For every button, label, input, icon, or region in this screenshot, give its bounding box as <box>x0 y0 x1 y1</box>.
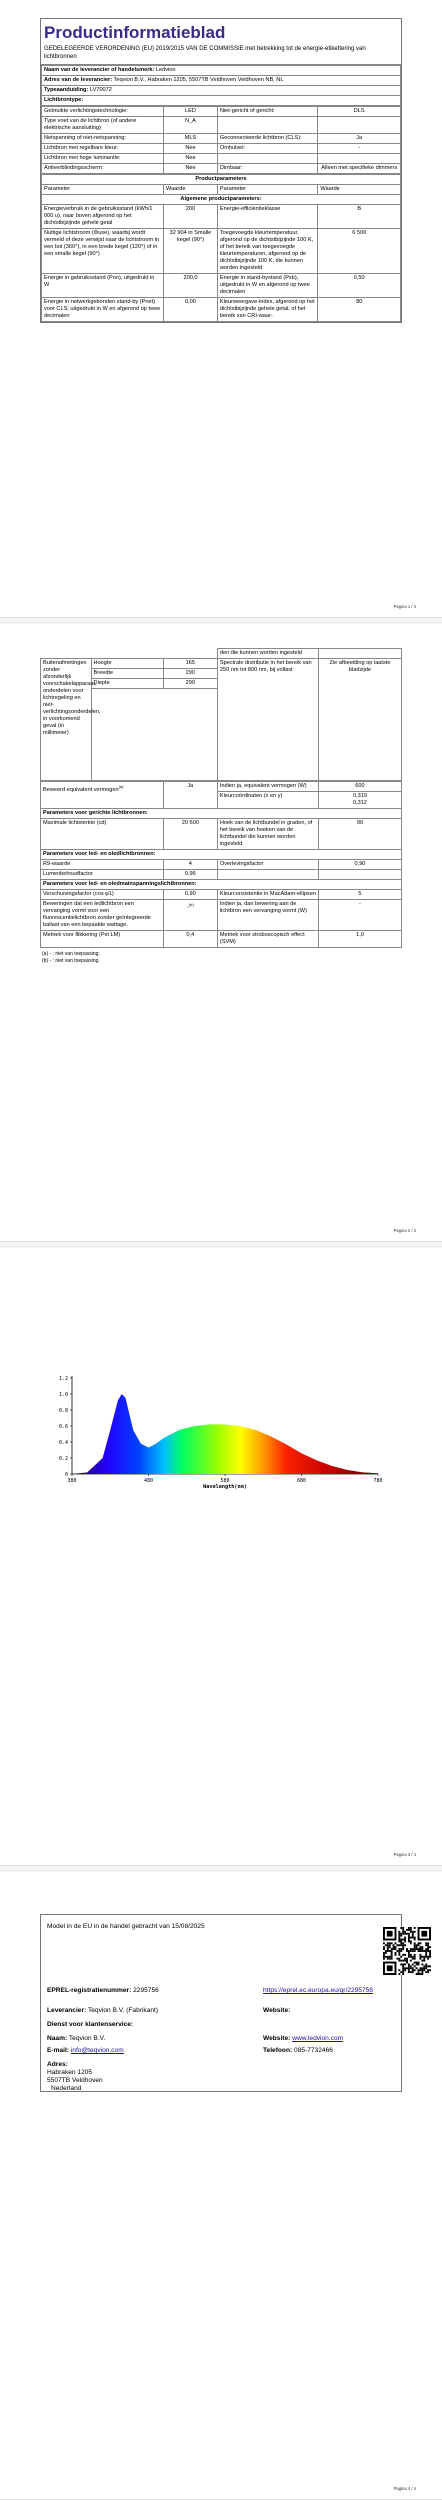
type-row <box>42 134 401 144</box>
y-tick-label: 0.8 <box>58 1407 68 1414</box>
type-row <box>42 164 401 174</box>
mains-row <box>41 900 402 931</box>
beam-angle-value: 90 <box>318 819 401 850</box>
led-value-left: 0,96 <box>163 870 217 880</box>
x-tick-label: 680 <box>296 1478 307 1484</box>
x-tick-label: 380 <box>67 1478 77 1484</box>
dim-height-label: Hoogte <box>91 659 163 669</box>
address-line-3: Nederland <box>51 2085 82 2092</box>
general-header: Algemene productparameters: <box>42 195 401 205</box>
website-label: Website: <box>263 2007 291 2014</box>
type-param-left: Gebruikte verlichtingstechnologie: <box>42 107 164 117</box>
general-row <box>42 205 401 229</box>
eprel-link[interactable]: https://eprel.ec.europa.eu/qr/2295756 <box>263 1987 373 1994</box>
type-param-left: Netspanning of niet-netspanning: <box>42 134 164 144</box>
general-value-left: 32 904 in Smalle kegel (90°) <box>164 229 218 274</box>
led-row <box>41 860 402 870</box>
type-param-right: Niet-gericht of gericht: <box>217 107 318 117</box>
col-value-1: Waarde <box>164 185 218 195</box>
x-axis-label: Wavelength(nm) <box>203 1484 247 1490</box>
led-header: Parameters voor led- en oledlichtbronnen: <box>41 850 402 860</box>
led-param-right <box>217 870 318 880</box>
page-number: Pagina 4 / 4 <box>393 2486 416 2491</box>
beam-angle-label: Hoek van de lichtbundel in graden, of het bereik van hoeken van de lichtbundel die kunnen worden ingesteld <box>217 819 318 850</box>
general-param-left: Energie in netwerkgebonden stand-by (Pnet) voor CLS, uitgedrukt in W en afgerond op twee decimalen <box>42 298 164 322</box>
type-header: Lichtbrontype: <box>42 96 401 106</box>
qr-code-icon[interactable] <box>383 1927 431 1975</box>
directional-header: Parameters voor gerichte lichtbronnen: <box>41 809 402 819</box>
spectral-value: Zie afbeelding op laatste bladzijde <box>318 659 401 781</box>
regulation-subtitle: GEDELEGEERDE VERORDENING (EU) 2019/2015 VAN DE COMMISSIE met betrekking tot de energie-etikettering van lichtbronnen <box>41 44 401 65</box>
general-param-left: Energie in gebruiksstand (Pon), uitgedrukt in W <box>42 274 164 298</box>
mains-value-right: 5 <box>318 890 401 900</box>
mains-value-right: 1,0 <box>318 931 401 948</box>
cri-continuation: den die kunnen worden ingesteld <box>217 649 318 659</box>
general-param-left: Nuttige lichtstroom (Φuse), waarbij wordt vermeld of deze verwijst naar de lichtstroom in een bol (360°), in een brede kegel (120°) of in een smalle kegel (90°) <box>42 229 164 274</box>
mains-row <box>41 890 402 900</box>
footnote-a: (a) - : niet van toepassing; <box>42 951 100 957</box>
general-value-right: 80 <box>318 298 401 322</box>
address-row: Adres van de leverancier: Teqvion B.V., Habraken 1205, 5507TB Veldhoven Veldhoven NB, NL <box>42 76 401 86</box>
supplier-table <box>41 65 401 106</box>
type-value-right: Alleen met specifieke dimmers <box>318 164 401 174</box>
equivalent-power-value: Ja <box>163 782 217 809</box>
general-value-left: 200 <box>164 205 218 229</box>
col-param-1: Parameter <box>42 185 164 195</box>
mains-param-left: Beweringen dat een ledlichtbron een vervanging vormt voor een fluorescentielichtbron zonder geïntegreerde ballast van een bepaalde wattage. <box>41 900 164 931</box>
mains-param-right: Indien ja, dan bewering aan de lichtbron een vervanging vormt (W) <box>217 900 318 931</box>
footnotes <box>40 951 402 965</box>
general-value-left: 200,0 <box>164 274 218 298</box>
led-param-right: Overlevingsfactor <box>217 860 318 870</box>
contact-frame <box>40 1914 402 2092</box>
general-param-right: Kleurweergave-index, afgerond op het dichtstbijzijnde gehele getal, of het bereik van CRI-waar- <box>217 298 318 322</box>
general-row <box>42 274 401 298</box>
general-value-right: 6 500 <box>318 229 401 274</box>
dim-width-label: Breedte <box>91 669 163 679</box>
type-param-left: Lichtbron met regelbare kleur: <box>42 144 164 154</box>
dim-height-value: 165 <box>163 659 217 669</box>
type-value-right: DLS <box>318 107 401 117</box>
type-param-left: Lichtbron met hoge luminantie: <box>42 154 164 164</box>
general-param-right: Energie-efficiëntieklasse <box>217 205 318 229</box>
type-param-right: Omhulsel: <box>217 144 318 154</box>
x-tick-label: 480 <box>143 1478 154 1484</box>
general-row <box>42 229 401 274</box>
page-number: Pagina 2 / 4 <box>393 1228 416 1233</box>
max-intensity-value: 20 500 <box>163 819 217 850</box>
page-number: Pagina 1 / 4 <box>393 604 416 609</box>
type-value-left: MLS <box>164 134 218 144</box>
page-title: Productinformatieblad <box>44 23 226 42</box>
params-header: Productparameters <box>42 175 401 185</box>
equivalent-w-label: Indien ja, equivalent vermogen (W) <box>217 782 318 792</box>
mains-value-left: -$^{(b)}$ <box>163 900 217 931</box>
type-value-left: LED <box>164 107 218 117</box>
website-link[interactable]: www.ledvion.com <box>292 2035 344 2042</box>
general-param-left: Energieverbruik in de gebruiksstand (kWh/1 000 u), naar boven afgerond op het dichtstbijzijnde gehele getal <box>42 205 164 229</box>
equivalent-power-label: Beweerd equivalent vermogen$^{(a)}$ <box>41 782 164 809</box>
general-value-right: 0,50 <box>318 274 401 298</box>
supplier-row: Naam van de leverancier of handelsmerk: Ledvion <box>42 66 401 76</box>
type-row <box>42 107 401 117</box>
type-row <box>42 117 401 134</box>
mains-row <box>41 931 402 948</box>
page-number: Pagina 3 / 4 <box>393 1852 416 1857</box>
outer-dimensions-label: Buitenafmetingen zonder afzonderlijk voorschakelapparaat, onderdelen voor lichtregeling en niet-verlichtingsonderdelen, in voorkomend geval (in millimeter) <box>41 659 92 781</box>
y-tick-label: 0.2 <box>58 1455 68 1462</box>
email-row: E-mail: info@teqvion.com <box>47 2047 124 2054</box>
mains-value-right: - <box>318 900 401 931</box>
spectrum-area <box>72 1394 378 1474</box>
col-value-2: Waarde <box>318 185 401 195</box>
address-line-2: 5507TB Veldhoven <box>47 2077 103 2084</box>
dim-depth-label: Diepte <box>91 679 163 689</box>
info-sheet-frame-continued <box>40 648 402 965</box>
mains-param-left: Metriek voor flikkering (Pst LM) <box>41 931 164 948</box>
dim-width-value: 290 <box>163 669 217 679</box>
type-row <box>42 144 401 154</box>
general-param-right: Toegevoegde kleurtemperatuur, afgerond op de dichtstbijzijnde 100 K, of het bereik van toegevoegde kleurtemperaturen, afgerond op de dichtstbijzijnde 100 K, die kunnen worden ingesteld <box>217 229 318 274</box>
type-value-left: Nee <box>164 164 218 174</box>
market-intro: Model in de EU in de handel gebracht van 15/08/2025 <box>47 1923 205 1930</box>
led-value-left: 4 <box>163 860 217 870</box>
type-param-right <box>217 154 318 164</box>
type-row <box>42 154 401 164</box>
x-tick-label: 780 <box>373 1478 383 1484</box>
page-4 <box>0 1872 442 2500</box>
type-value-right: Ja <box>318 134 401 144</box>
led-param-left: R9-waarde <box>41 860 164 870</box>
supplier-row: Leverancier: Teqvion B.V. (Fabrikant) <box>47 2007 159 2014</box>
type-value-right <box>318 117 401 134</box>
name-row: Naam: Teqvion B.V. <box>47 2035 106 2042</box>
equivalent-w-value: 600 <box>318 782 401 792</box>
mains-value-left: 0,4 <box>163 931 217 948</box>
general-value-right: B <box>318 205 401 229</box>
type-table <box>41 106 401 174</box>
type-param-right <box>217 117 318 134</box>
email-link[interactable]: info@teqvion.com <box>70 2047 124 2054</box>
eprel-row: EPREL-registratienummer: 2295756 <box>47 1987 159 1994</box>
spectral-label: Spectrale distributie in het bereik van 250 nm tot 800 nm, bij vollast <box>217 659 318 781</box>
type-param-right: Dimbaar: <box>217 164 318 174</box>
type-value-left: N_A <box>164 117 218 134</box>
model-row: Typeaanduiding: LV70072 <box>42 86 401 96</box>
address-label: Adres: <box>47 2061 68 2068</box>
y-tick-label: 1.2 <box>58 1375 68 1382</box>
type-param-left: Antiverblindingsscherm: <box>42 164 164 174</box>
mains-header: Parameters voor led- en oledmainspanningslichtbronnen: <box>41 880 402 890</box>
led-row <box>41 870 402 880</box>
y-tick-label: 1.0 <box>58 1391 68 1398</box>
mains-value-left: 0,90 <box>163 890 217 900</box>
x-tick-label: 580 <box>220 1478 230 1484</box>
y-tick-label: 0 <box>64 1471 68 1478</box>
spectral-distribution-chart <box>0 1248 442 1866</box>
type-value-right: - <box>318 144 401 154</box>
type-param-left: Type voet van de lichtbron (of andere elektrische aansluiting) <box>42 117 164 134</box>
page-1 <box>0 0 442 618</box>
max-intensity-label: Maximale lichtsterkte (cd) <box>41 819 164 850</box>
info-sheet-frame <box>40 18 402 323</box>
led-param-left: Lumenbehoudfactor <box>41 870 164 880</box>
page-3 <box>0 1248 442 1866</box>
params-table <box>41 174 401 322</box>
led-value-right: 0,90 <box>318 860 401 870</box>
y-tick-label: 0.6 <box>58 1423 68 1430</box>
website2-row: Website: www.ledvion.com <box>263 2035 344 2042</box>
footnote-b: (b) - : niet van toepassing. <box>42 958 100 964</box>
mains-param-left: Verschuivingsfactor (cos φ1) <box>41 890 164 900</box>
led-value-right <box>318 870 401 880</box>
general-row <box>42 298 401 322</box>
chromaticity-label: Kleurcoördinaten (x en y) <box>217 792 318 809</box>
col-param-2: Parameter <box>217 185 318 195</box>
mains-param-right: Metriek voor stroboscopisch effect (SVM) <box>217 931 318 948</box>
phone-row: Telefoon: 085-7732466 <box>263 2047 333 2054</box>
general-param-right: Energie in stand-bystand (Psb), uitgedrukt in W en afgerond op twee decimalen <box>217 274 318 298</box>
type-param-right: Geconnecteerde lichtbron (CLS): <box>217 134 318 144</box>
y-tick-label: 0.4 <box>58 1439 68 1446</box>
page-2 <box>0 624 442 1242</box>
mains-param-right: Kleurconsistentie in MacAdam-ellipsen <box>217 890 318 900</box>
general-value-left: 0,00 <box>164 298 218 322</box>
customer-service-label: Dienst voor klantenservice: <box>47 2021 134 2028</box>
dimensions-table <box>40 648 402 781</box>
dim-depth-value: 290 <box>163 679 217 689</box>
address-line-1: Habraken 1205 <box>47 2069 93 2076</box>
type-value-left: Nee <box>164 144 218 154</box>
chromaticity-value: 0,319 0,312 <box>318 792 401 809</box>
equivalent-table <box>40 781 402 948</box>
type-value-right <box>318 154 401 164</box>
type-value-left: Nee <box>164 154 218 164</box>
